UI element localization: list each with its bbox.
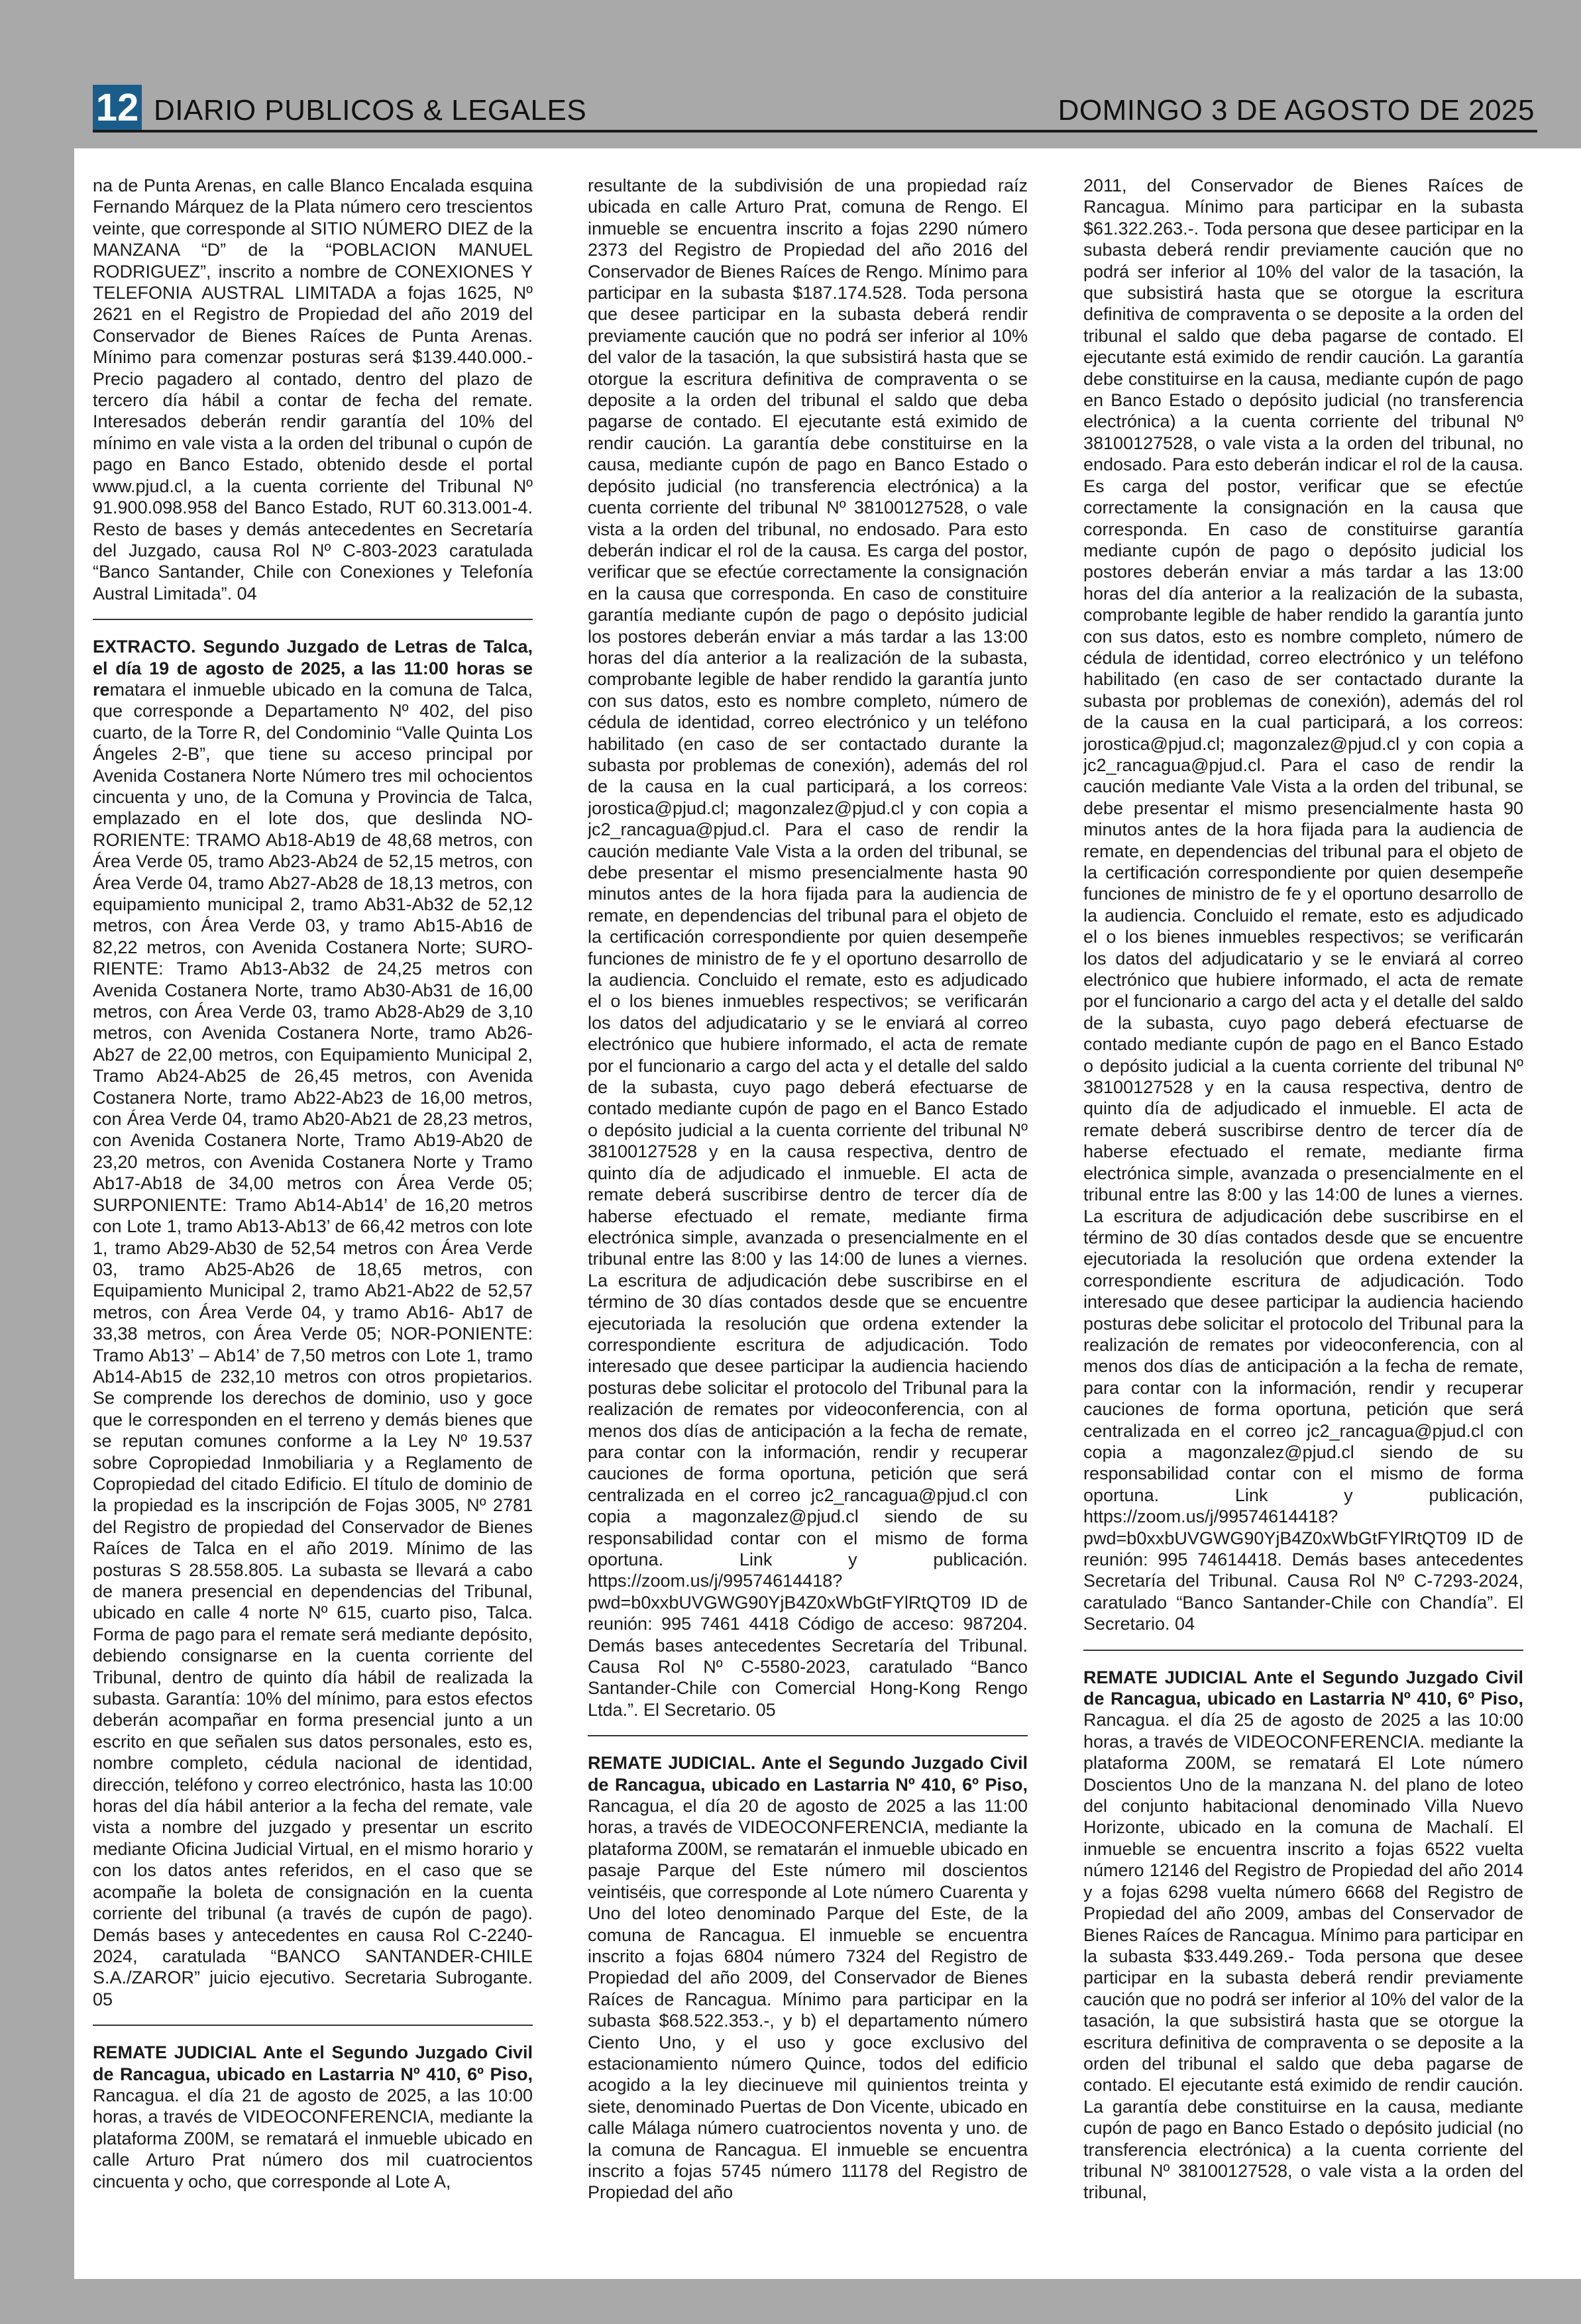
legal-notice — [93, 175, 533, 604]
legal-notice — [93, 636, 533, 2010]
notice-heading: REMATE JUDICIAL Ante el Segundo Juzgado Civil de Rancagua, ubicado en Lastarria Nº 410, 6º Piso, — [93, 2042, 533, 2084]
page-header — [0, 0, 1581, 146]
page-number: 12 — [93, 85, 142, 131]
notice-divider — [93, 2025, 533, 2026]
notice-divider — [1083, 1650, 1523, 1651]
column-1 — [93, 175, 533, 2262]
newspaper-page — [74, 148, 1581, 2279]
notice-body: Rancagua, el día 20 de agosto de 2025 a las 11:00 horas, a través de VIDEOCONFERENCIA, mediante la plataforma Z00M, se rematarán el inmueble ubicado en pasaje Parque del Este número mil doscientos veintiséis, que corresponde al Lote número Cuarenta y Uno del loteo denominado Parque del Este, de la comuna de Rancagua. El inmueble se encuentra inscrito a fojas 6804 número 7324 del Registro de Propiedad del año 2009, del Conservador de Bienes Raíces de Rancagua. Mínimo para participar en la subasta $68.522.353.-, y b) el departamento número Ciento Uno, y el uso y goce exclusivo del estacionamiento número Quince, todos del edificio acogido a la ley diecinueve mil quinientos treinta y siete, denominado Puertas de Don Vicente, ubicado en calle Málaga número cuatrocientos noventa y uno. de la comuna de Rancagua. El inmueble se encuentra inscrito a fojas 5745 número 11178 del Registro de Propiedad del año — [588, 1796, 1028, 2203]
legal-notice — [588, 1752, 1028, 2203]
publication-title: DIARIO PUBLICOS & LEGALES — [154, 94, 587, 127]
notice-body: resultante de la subdivisión de una propiedad raíz ubicada en calle Arturo Prat, comuna de Rengo. El inmueble se encuentra inscrito a fojas 2290 número 2373 del Registro de Propiedad del año 2016 del Conservador de Bienes Raíces de Rengo. Mínimo para participar en la subasta $187.174.528. Toda persona que desee participar en la subasta deberá rendir previamente caución que no podrá ser inferior al 10% del valor de la tasación, la que subsistirá hasta que se otorgue la escritura definitiva de compraventa o se deposite a la orden del tribunal el saldo que deba pagarse de contado. El ejecutante está eximido de rendir caución. La garantía debe constituirse en la causa, mediante cupón de pago en Banco Estado o depósito judicial (no transferencia electrónica) a la cuenta corriente del tribunal Nº 38100127528, o vale vista a la orden del tribunal, no endosado. Para esto deberán indicar el rol de la causa. Es carga del postor, verificar que se efectúe correctamente la consignación en la causa que corresponda. En caso de constituire garantía mediante cupón de pago o depósito judicial los postores deberán enviar a más tardar a las 13:00 horas del día anterior a la realización de la subasta, comprobante legible de haber rendido la garantía junto con sus datos, esto es nombre completo, número de cédula de identidad, correo electrónico y un teléfono habilitado (en caso de ser contactado durante la subasta por problemas de conexión), además del rol de la causa en la cual participará, a los correos: jorostica@pjud.cl; magonzalez@pjud.cl y con copia a jc2_rancagua@pjud.cl. Para el caso de rendir la caución mediante Vale Vista a la orden del tribunal, se debe presentar el mismo presencialmente hasta 90 minutos antes de la hora fijada para la audiencia de remate, en dependencias del tribunal para el objeto de la certificación correspondiente por quien desempeñe funciones de ministro de fe y el oportuno desarrollo de la audiencia. Concluido el remate, esto es adjudicado el o los bienes inmuebles respectivos; se verificarán los datos del adjudicatario y se le enviará al correo electrónico que hubiere informado, el acta de remate por el funcionario a cargo del acta y el detalle del saldo de la subasta, cuyo pago deberá efectuarse de contado mediante cupón de pago en el Banco Estado o depósito judicial a la cuenta corriente del tribunal Nº 38100127528 y en la causa respectiva, dentro de quinto día de adjudicado el inmueble. El acta de remate deberá suscribirse dentro de tercer día de haberse efectuado el remate, mediante firma electrónica simple, avanzada o presencialmente en el tribunal entre las 8:00 y las 14:00 de lunes a viernes. La escritura de adjudicación debe suscribirse en el término de 30 días contados desde que se encuentre ejecutoriada la resolución que ordena extender la correspondiente escritura de adjudicación. Todo interesado que desee participar la audiencia haciendo posturas debe solicitar el protocolo del Tribunal para la realización de remates por videoconferencia, con al menos dos días de anticipación a la fecha de remate, para contar con la información, rendir y recuperar cauciones de forma oportuna, petición que será centralizada en el correo jc2_rancagua@pjud.cl con copia a magonzalez@pjud.cl siendo de su responsabilidad contar con el mismo de forma oportuna. Link y publicación. https://zoom.us/j/99574614418?pwd=b0xxbUVGWG90YjB4Z0xWbGtFYlRtQT09 ID de reunión: 995 7461 4418 Código de acceso: 987204. Demás bases antecedentes Secretaría del Tribunal. Causa Rol Nº C-5580-2023, caratulado “Banco Santander-Chile con Comercial Hong-Kong Rengo Ltda.”. El Secretario. 05 — [588, 176, 1028, 1720]
column-3 — [1083, 175, 1523, 2262]
notice-heading: EXTRACTO. Segundo Juzgado de Letras de Talca, el día 19 de agosto de 2025, a las 11:00 horas se re — [93, 637, 533, 700]
legal-notice — [93, 2042, 533, 2192]
legal-notice — [588, 175, 1028, 1720]
legal-notice — [1083, 1667, 1523, 2203]
notice-heading: REMATE JUDICIAL. Ante el Segundo Juzgado Civil de Rancagua, ubicado en Lastarria Nº 410, 6º Piso, — [588, 1753, 1028, 1795]
notice-body: Rancagua. el día 25 de agosto de 2025 a las 10:00 horas, a través de VIDEOCONFERENCIA. mediante la plataforma Z00M, se rematará El Lote número Doscientos Uno de la manzana N. del plano de loteo del conjunto habitacional denominado Villa Nuevo Horizonte, ubicado en la comuna de Machalí. El inmueble se encuentra inscrito a fojas 6522 vuelta número 12146 del Registro de Propiedad del año 2014 y a fojas 6298 vuelta número 6668 del Registro de Propiedad del año 2009, ambas del Conservador de Bienes Raíces de Rancagua. Mínimo para participar en la subasta $33.449.269.- Toda persona que desee participar en la subasta deberá rendir previamente caución que no podrá ser inferior al 10% del valor de la tasación, la que subsistirá hasta que se otorgue la escritura definitiva de compraventa o se deposite a la orden del tribunal el saldo que deba pagarse de contado. El ejecutante está eximido de rendir caución. La garantía debe constituirse en la causa, mediante cupón de pago en Banco Estado o depósito judicial (no transferencia electrónica) a la cuenta corriente del tribunal Nº 38100127528, o vale vista a la orden del tribunal, — [1083, 1710, 1523, 2203]
publication-date: DOMINGO 3 DE AGOSTO DE 2025 — [1058, 94, 1535, 127]
notice-divider — [93, 619, 533, 620]
notice-divider — [588, 1735, 1028, 1736]
notice-heading: REMATE JUDICIAL Ante el Segundo Juzgado Civil de Rancagua, ubicado en Lastarria Nº 410, 6º Piso, — [1083, 1667, 1523, 1709]
legal-notice — [1083, 175, 1523, 1635]
notice-body: Rancagua. el día 21 de agosto de 2025, a las 10:00 horas, a través de VIDEOCONFERENCIA, mediante la plataforma Z00M, se rematará el inmueble ubicado en calle Arturo Prat número dos mil cuatrocientos cincuenta y ocho, que corresponde al Lote A, — [93, 2085, 533, 2192]
column-2 — [588, 175, 1028, 2262]
header-rule — [93, 130, 1537, 132]
notice-body: matara el inmueble ubicado en la comuna de Talca, que corresponde a Departamento Nº 402, del piso cuarto, de la Torre R, del Condominio “Valle Quinta Los Ángeles 2-B”, que tiene su acceso principal por Avenida Costanera Norte Número tres mil ochocientos cincuenta y uno, de la Comuna y Provincia de Talca, emplazado en el lote dos, que deslinda NO-RORIENTE: TRAMO Ab18-Ab19 de 48,68 metros, con Área Verde 05, tramo Ab23-Ab24 de 52,15 metros, con Área Verde 04, tramo Ab27-Ab28 de 18,13 metros, con equipamiento municipal 2, tramo Ab31-Ab32 de 52,12 metros, con Área Verde 03, y tramo Ab15-Ab16 de 82,22 metros, con Avenida Costanera Norte; SURO-RIENTE: Tramo Ab13-Ab32 de 24,25 metros con Avenida Costanera Norte, tramo Ab30-Ab31 de 16,00 metros, con Área Verde 03, tramo Ab28-Ab29 de 3,10 metros, con Avenida Costanera Norte, tramo Ab26-Ab27 de 22,00 metros, con Equipamiento Municipal 2, Tramo Ab24-Ab25 de 26,45 metros, con Avenida Costanera Norte, tramo Ab22-Ab23 de 16,00 metros, con Área Verde 04, tramo Ab20-Ab21 de 28,23 metros, con Avenida Costanera Norte, Tramo Ab19-Ab20 de 23,20 metros, con Avenida Costanera Norte y Tramo Ab17-Ab18 de 34,00 metros con Área Verde 05; SURPONIENTE: Tramo Ab14-Ab14’ de 16,20 metros con Lote 1, tramo Ab13-Ab13’ de 66,42 metros con lote 1, tramo Ab29-Ab30 de 52,54 metros con Área Verde 03, tramo Ab25-Ab26 de 18,65 metros, con Equipamiento Municipal 2, tramo Ab21-Ab22 de 52,57 metros, con Área Verde 04, y tramo Ab16- Ab17 de 33,38 metros, con Área Verde 05; NOR-PONIENTE: Tramo Ab13’ – Ab14’ de 7,50 metros con Lote 1, tramo Ab14-Ab15 de 232,10 metros con otros propietarios. Se comprende los derechos de dominio, uso y goce que le corresponden en el terreno y demás bienes que se reputan comunes conforme a la Ley Nº 19.537 sobre Copropiedad Inmobiliaria y a Reglamento de Copropiedad del citado Edificio. El título de dominio de la propiedad es la inscripción de Fojas 3005, Nº 2781 del Registro de propiedad del Conservador de Bienes Raíces de Talca en el año 2019. Mínimo de las posturas S 28.558.805. La subasta se llevará a cabo de manera presencial en dependencias del Tribunal, ubicado en calle 4 norte Nº 615, cuarto piso, Talca. Forma de pago para el remate será mediante depósito, debiendo consignarse en la cuenta corriente del Tribunal, dentro de quinto día hábil de realizada la subasta. Garantía: 10% del mínimo, para estos efectos deberán acompañar en forma presencial junto a un escrito en que señalen sus datos personales, esto es, nombre completo, cédula nacional de identidad, dirección, teléfono y correo electrónico, hasta las 10:00 horas del día hábil anterior a la fecha del remate, vale vista a nombre del juzgado y presentar un escrito mediante Oficina Judicial Virtual, en el mismo horario y con los datos antes referidos, en el caso que se acompañe la boleta de consignación en la cuenta corriente del tribunal (a través de cupón de pago). Demás bases y antecedentes en causa Rol C-2240-2024, caratulada “BANCO SANTANDER-CHILE S.A./ZAROR” juicio ejecutivo. Secretaria Subrogante. 05 — [93, 679, 533, 2009]
notice-body: 2011, del Conservador de Bienes Raíces de Rancagua. Mínimo para participar en la subasta $61.322.263.-. Toda persona que desee participar en la subasta deberá rendir previamente caución que no podrá ser inferior al 10% del valor de la tasación, la que subsistirá hasta que se otorgue la escritura definitiva de compraventa o se deposite a la orden del tribunal el saldo que deba pagarse de contado. El ejecutante está eximido de rendir caución. La garantía debe constituirse en la causa, mediante cupón de pago en Banco Estado o depósito judicial (no transferencia electrónica) a la cuenta corriente del tribunal Nº 38100127528, o vale vista a la orden del tribunal, no endosado. Para esto deberán indicar el rol de la causa. Es carga del postor, verificar que se efectúe correctamente la consignación en la causa que corresponda. En caso de constituirse garantía mediante cupón de pago o depósito judicial los postores deberán enviar a más tardar a las 13:00 horas del día anterior a la realización de la subasta, comprobante legible de haber rendido la garantía junto con sus datos, esto es nombre completo, número de cédula de identidad, correo electrónico y un teléfono habilitado (en caso de ser contactado durante la subasta por problemas de conexión), además del rol de la causa en la cual participará, a los correos: jorostica@pjud.cl; magonzalez@pjud.cl y con copia a jc2_rancagua@pjud.cl. Para el caso de rendir la caución mediante Vale Vista a la orden del tribunal, se debe presentar el mismo presencialmente hasta 90 minutos antes de la hora fijada para la audiencia de remate, en dependencias del tribunal para el objeto de la certificación correspondiente por quien desempeñe funciones de ministro de fe y el oportuno desarrollo de la audiencia. Concluido el remate, esto es adjudicado el o los bienes inmuebles respectivos; se verificarán los datos del adjudicatario y se le enviará al correo electrónico que hubiere informado, el acta de remate por el funcionario a cargo del acta y el detalle del saldo de la subasta, cuyo pago deberá efectuarse de contado mediante cupón de pago en el Banco Estado o depósito judicial a la cuenta corriente del tribunal Nº 38100127528 y en la causa respectiva, dentro de quinto día de adjudicado el inmueble. El acta de remate deberá suscribirse dentro de tercer día de haberse efectuado el remate, mediante firma electrónica simple, avanzada o presencialmente en el tribunal entre las 8:00 y las 14:00 de lunes a viernes. La escritura de adjudicación debe suscribirse en el término de 30 días contados desde que se encuentre ejecutoriada la resolución que ordena extender la correspondiente escritura de adjudicación. Todo interesado que desee participar la audiencia haciendo posturas debe solicitar el protocolo del Tribunal para la realización de remates por videoconferencia, con al menos dos días de anticipación a la fecha de remate, para contar con la información, rendir y recuperar cauciones de forma oportuna, petición que será centralizada en el correo jc2_rancagua@pjud.cl con copia a magonzalez@pjud.cl siendo de su responsabilidad contar con el mismo de forma oportuna. Link y publicación, https://zoom.us/j/99574614418?pwd=b0xxbUVGWG90YjB4Z0xWbGtFYlRtQT09 ID de reunión: 995 74614418. Demás bases antecedentes Secretaría del Tribunal. Causa Rol Nº C-7293-2024, caratulado “Banco Santander-Chile con Chandía”. El Secretario. 04 — [1083, 176, 1523, 1634]
notice-body: na de Punta Arenas, en calle Blanco Encalada esquina Fernando Márquez de la Plata número cero trescientos veinte, que corresponde al SITIO NÚMERO DIEZ de la MANZANA “D” de la “POBLACION MANUEL RODRIGUEZ”, inscrito a nombre de CONEXIONES Y TELEFONIA AUSTRAL LIMITADA a fojas 1625, Nº 2621 en el Registro de Propiedad del año 2019 del Conservador de Bienes Raíces de Punta Arenas. Mínimo para comenzar posturas será $139.440.000.- Precio pagadero al contado, dentro del plazo de tercero día hábil a contar de fecha del remate. Interesados deberán rendir garantía del 10% del mínimo en vale vista a la orden del tribunal o cupón de pago en Banco Estado, obtenido desde el portal www.pjud.cl, a la cuenta corriente del Tribunal Nº 91.900.098.958 del Banco Estado, RUT 60.313.001-4. Resto de bases y demás antecedentes en Secretaría del Juzgado, causa Rol Nº C-803-2023 caratulada “Banco Santander, Chile con Conexiones y Telefonía Austral Limitada”. 04 — [93, 176, 533, 604]
